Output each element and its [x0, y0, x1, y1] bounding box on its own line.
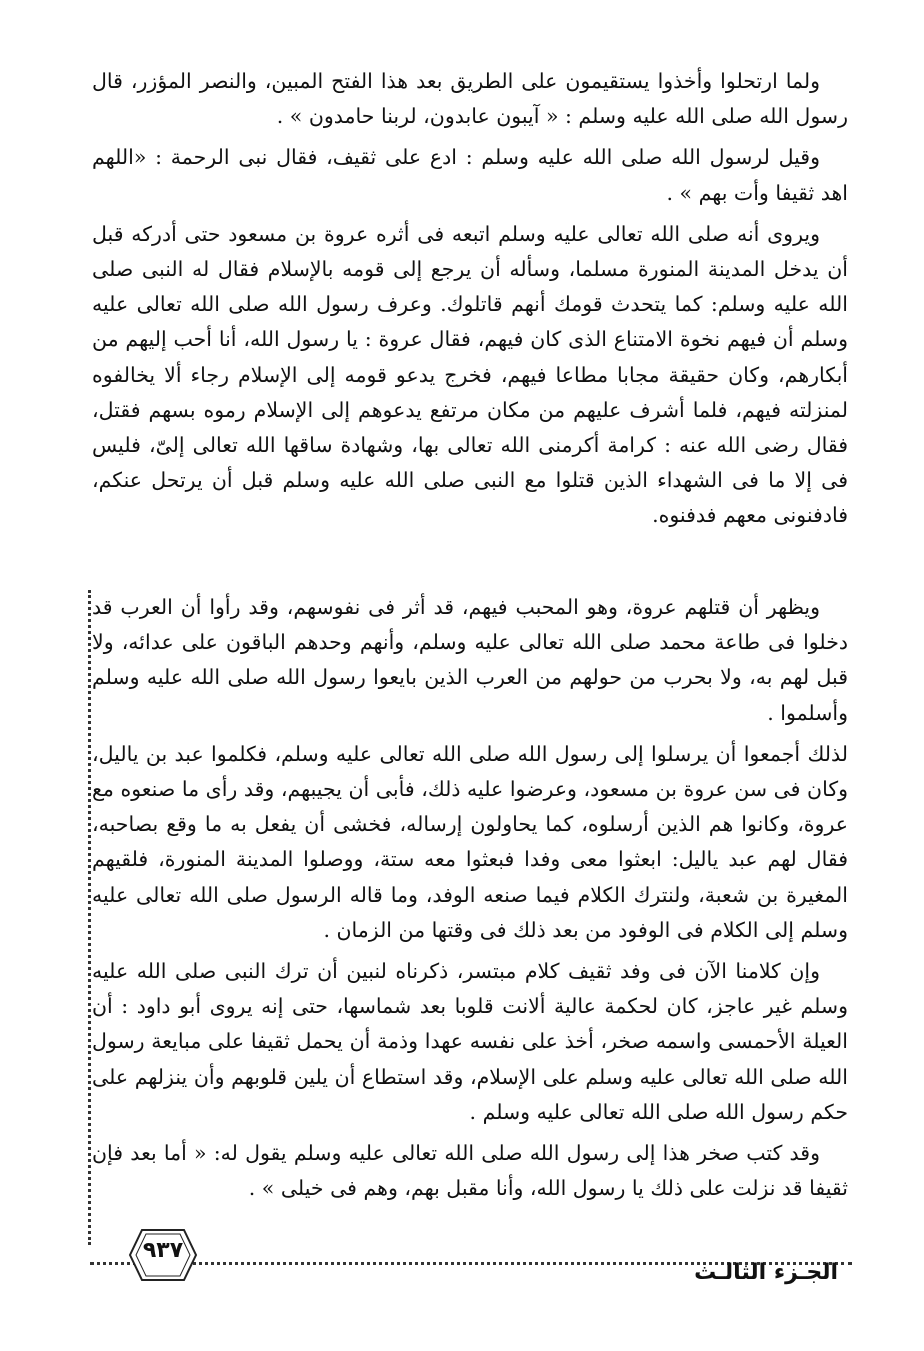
ornamental-side-border — [88, 590, 91, 1245]
part-label: الجـزء الثالـث — [694, 1260, 838, 1285]
paragraph: ولما ارتحلوا وأخذوا يستقيمون على الطريق بعد هذا الفتح المبين، والنصر المؤزر، قال رسول الله صلى الله عليه وسلم : « آيبون عابدون، لربنا حامدون » . — [92, 69, 848, 129]
paragraph: ويروى أنه صلى الله تعالى عليه وسلم اتبعه فى أثره عروة بن مسعود حتى أدركه قبل أن يدخل المدينة المنورة مسلما، وسأله أن يرجع إلى قومه بالإسلام فقال له النبى صلى الله عليه وسلم: كما يتحدث قومك أنهم قاتلوك. وعرف رسول الله صلى الله تعالى عليه وسلم أن فيهم نخوة الامتناع الذى كان فيهم، فقال عروة : يا رسول الله، أنا أحب إليهم من أبكارهم، وكان حقيقة مجابا مطاعا فيهم، فخرج يدعو قومه إلى الإسلام رجاء ألا يخالفوه لمنزلته فيهم، فلما أشرف عليهم من مكان مرتفع يدعوهم إلى الإسلام رموه بسهم فقتل، فقال رضى الله عنه : كرامة أكرمنى الله تعالى بها، وشهادة ساقها الله تعالى إلىّ، فليس فى إلا ما فى الشهداء الذين قتلوا مع النبى صلى الله عليه وسلم قبل أن يرتحل عنكم، فادفنونى معهم فدفنوه. — [92, 221, 849, 528]
text-top-section — [92, 64, 848, 540]
text-boxed-section — [92, 590, 848, 1212]
paragraph: وقيل لرسول الله صلى الله عليه وسلم : ادع على ثقيف، فقال نبى الرحمة : «اللهم اهد ثقيفا وأت بهم » . — [92, 145, 848, 205]
paragraph: وإن كلامنا الآن فى وفد ثقيف كلام مبتسر، ذكرناه لنبين أن ترك النبى صلى الله عليه وسلم غير عاجز، كان لحكمة عالية ألانت قلوبا بعد شماسها، حتى إنه يروى أبو داود : أن العيلة الأحمسى واسمه صخر، أخذ على نفسه عهدا وذمة أن يحمل ثقيفا على مبايعة رسول الله صلى الله تعالى عليه وسلم على الإسلام، وقد استطاع أن يلين قلوبهم وأن ينزلهم على حكم رسول الله صلى الله تعالى عليه وسلم . — [92, 959, 848, 1124]
paragraph: لذلك أجمعوا أن يرسلوا إلى رسول الله صلى الله تعالى عليه وسلم، فكلموا عبد بن ياليل، وكان فى سن عروة بن مسعود، وعرضوا عليه ذلك، فأبى أن يجيبهم، وقد رأى ما صنعوه مع عروة، وكانوا هم الذين أرسلوه، كما يحاولون إرساله، فخشى أن يفعل به ما وقع بصاحبه، فقال لهم عبد ياليل: ابعثوا معى وفدا فبعثوا معه ستة، ووصلوا المدينة المنورة، فلقيهم المغيرة بن شعبة، ولنترك الكلام فيما صنعه الوفد، وما قاله الرسول صلى الله تعالى عليه وسلم إلى الكلام فى الوفود من بعد ذلك فى وقتها من الزمان . — [92, 741, 848, 942]
paragraph: ويظهر أن قتلهم عروة، وهو المحبب فيهم، قد أثر فى نفوسهم، وقد رأوا أن العرب قد دخلوا فى طاعة محمد صلى الله تعالى عليه وسلم، وأنهم وحدهم الباقون على عدائه، ولا قبل لهم به، ولا بحرب من حولهم من العرب الذين بايعوا رسول الله صلى الله عليه وسلم وأسلموا . — [92, 595, 848, 725]
paragraph: وقد كتب صخر هذا إلى رسول الله صلى الله تعالى عليه وسلم يقول له: « أما بعد فإن ثقيفا قد نزلت على ذلك يا رسول الله، وأنا مقبل بهم، وهم فى خيلى » . — [92, 1141, 848, 1201]
page-number: ٩٣٧ — [142, 1238, 184, 1263]
